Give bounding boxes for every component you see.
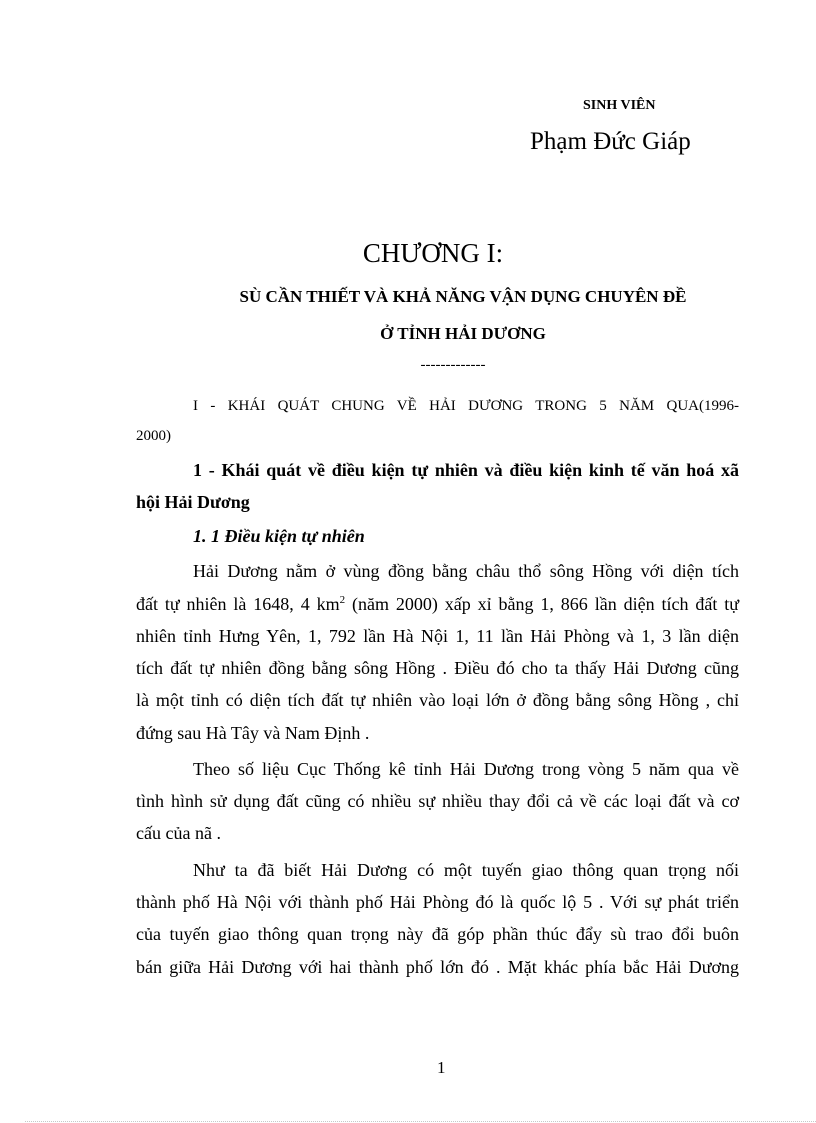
paragraph-3-line: của tuyến giao thông quan trọng này đã góp phần thúc đẩy sù trao đổi buôn [136,924,739,944]
page-bottom-rule [25,1121,816,1122]
paragraph-2-line: tình hình sử dụng đất cũng có nhiều sự nhiều thay đổi cả về các loại đất và cơ [136,791,739,811]
paragraph-2-line: cấu của nã . [136,823,221,843]
subsubsection-heading: 1. 1 Điều kiện tự nhiên [193,526,365,546]
paragraph-2-line: Theo số liệu Cục Thống kê tỉnh Hải Dương trong vòng 5 năm qua về [193,759,739,779]
section-heading-line2: 2000) [136,428,171,444]
area-superscript: 2 [339,594,346,606]
paragraph-3-line: thành phố Hà Nội với thành phố Hải Phòng đó là quốc lộ 5 . Với sự phát triển [136,892,739,912]
section-heading-line1: I - KHÁI QUÁT CHUNG VỀ HẢI DƯƠNG TRONG 5 NĂM QUA(1996- [193,398,739,414]
paragraph-3-line: Như ta đã biết Hải Dương có một tuyến giao thông quan trọng nối [193,860,739,880]
student-name: Phạm Đức Giáp [530,128,691,155]
area-text: đất tự nhiên là 1648, 4 km [136,594,340,614]
chapter-title: CHƯƠNG I: [362,238,504,268]
paragraph-3-line: bán giữa Hải Dương với hai thành phố lớn đó . Mặt khác phía bắc Hải Dương [136,957,739,977]
subsection-heading-line1: 1 - Khái quát về điều kiện tự nhiên và điều kiện kinh tế văn hoá xã [193,460,739,480]
chapter-subtitle-line1: SÙ CẦN THIẾT VÀ KHẢ NĂNG VẬN DỤNG CHUYÊN ĐỀ [239,287,687,306]
page-number: 1 [437,1058,446,1077]
student-label: SINH VIÊN [583,98,656,113]
paragraph-1-line: tích đất tự nhiên đồng bằng sông Hồng . Điều đó cho ta thấy Hải Dương cũng [136,658,739,678]
paragraph-1-line: nhiên tỉnh Hưng Yên, 1, 792 lần Hà Nội 1, 11 lần Hải Phòng và 1, 3 lần diện [136,626,739,646]
subsection-heading-line2: hội Hải Dương [136,492,250,512]
divider: ------------- [420,357,486,373]
paragraph-1-line-area [136,594,739,615]
paragraph-1-line: đứng sau Hà Tây và Nam Định . [136,723,370,743]
area-text-cont: (năm 2000) xấp xỉ bằng 1, 866 lần diện tích đất tự [345,594,739,614]
paragraph-1-line: Hải Dương nằm ở vùng đồng bằng châu thổ sông Hồng với diện tích [193,561,739,581]
paragraph-1-line: là một tỉnh có diện tích đất tự nhiên vào loại lớn ở đồng bằng sông Hồng , chỉ [136,690,739,710]
chapter-subtitle-line2: Ở TỈNH HẢI DƯƠNG [380,324,546,343]
